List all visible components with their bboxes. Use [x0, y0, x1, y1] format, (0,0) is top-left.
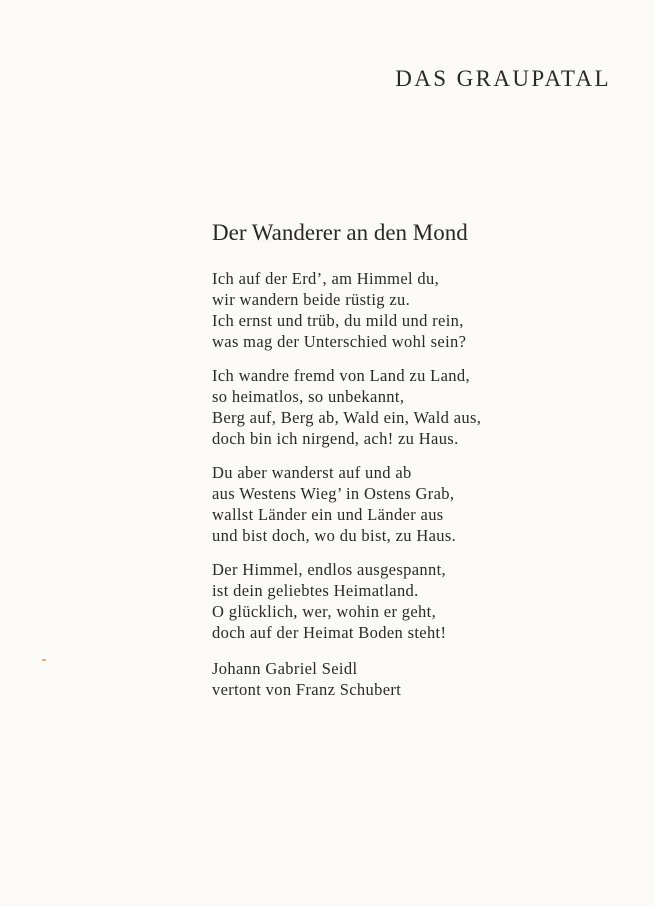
poem-line: Du aber wanderst auf und ab [212, 463, 412, 482]
poem-line: wallst Länder ein und Länder aus [212, 505, 444, 524]
poem-line: doch auf der Heimat Boden steht! [212, 623, 447, 642]
poem-line: Ich auf der Erd’, am Himmel du, [212, 269, 440, 288]
poem [212, 218, 612, 700]
poem-title: Der Wanderer an den Mond [212, 220, 468, 245]
stanza-3 [212, 462, 612, 546]
poem-line: wir wandern beide rüstig zu. [212, 290, 411, 309]
composer-note: vertont von Franz Schubert [212, 680, 402, 699]
poem-line: aus Westens Wieg’ in Ostens Grab, [212, 484, 455, 503]
running-head: DAS GRAUPATAL [395, 66, 611, 91]
stanza-1 [212, 268, 612, 352]
author-name: Johann Gabriel Seidl [212, 659, 358, 678]
stanza-2 [212, 365, 612, 449]
poem-line: was mag der Unterschied wohl sein? [212, 332, 467, 351]
poem-line: Ich ernst und trüb, du mild und rein, [212, 311, 464, 330]
poem-line: so heimatlos, so unbekannt, [212, 387, 405, 406]
poem-line: und bist doch, wo du bist, zu Haus. [212, 526, 457, 545]
poem-line: Ich wandre fremd von Land zu Land, [212, 366, 470, 385]
poem-line: Berg auf, Berg ab, Wald ein, Wald aus, [212, 408, 482, 427]
poem-line: ist dein geliebtes Heimatland. [212, 581, 419, 600]
paper-speck [42, 659, 46, 661]
stanza-4 [212, 559, 612, 643]
attribution [212, 658, 612, 700]
poem-line: doch bin ich nirgend, ach! zu Haus. [212, 429, 459, 448]
poem-line: Der Himmel, endlos ausgespannt, [212, 560, 447, 579]
poem-line: O glücklich, wer, wohin er geht, [212, 602, 437, 621]
